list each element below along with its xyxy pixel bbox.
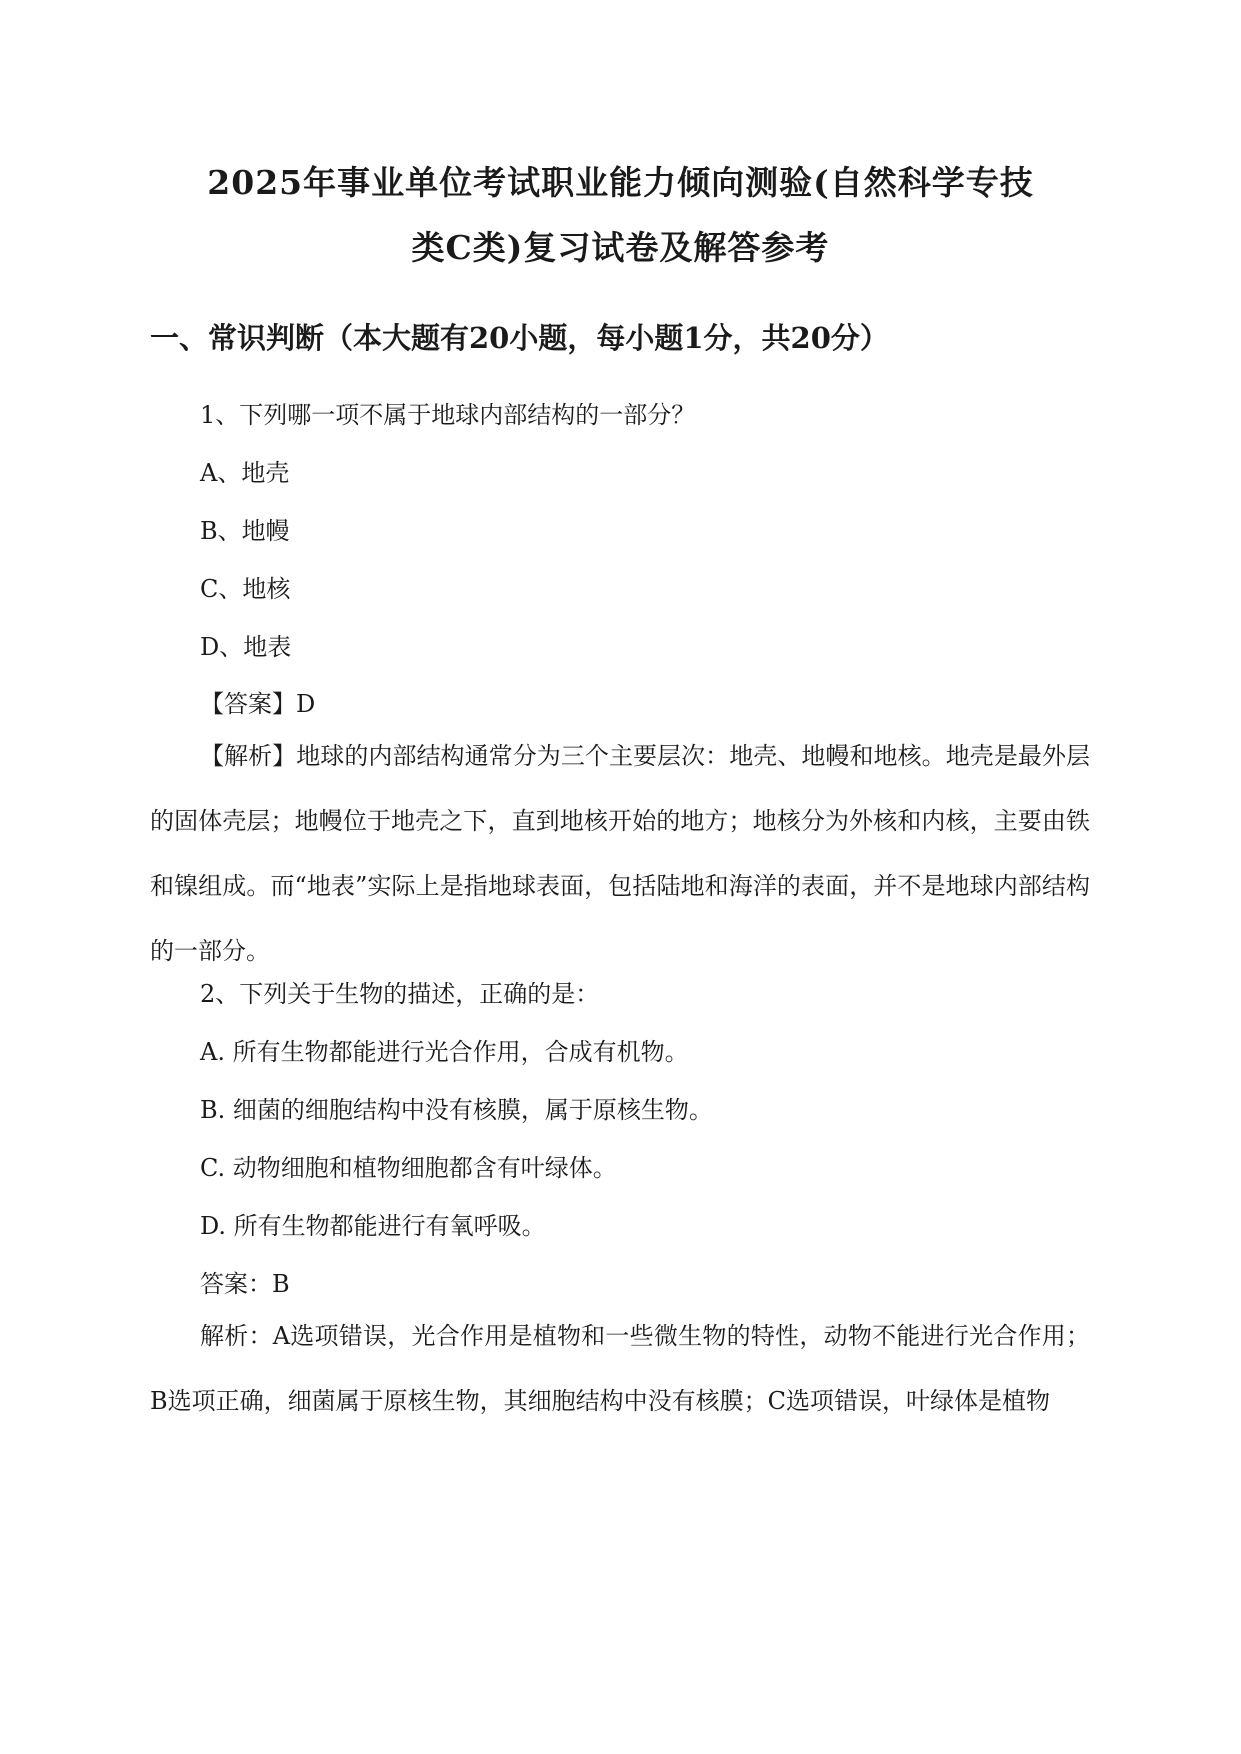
- question-2-option-b: B. 细菌的细胞结构中没有核膜，属于原核生物。: [200, 1096, 713, 1124]
- section-heading: 一、常识判断（本大题有20小题，每小题1分，共20分）: [150, 321, 889, 355]
- question-2-explanation: 解析：A选项错误，光合作用是植物和一些微生物的特性，动物不能进行光合作用；B选项正确，细菌属于原核生物，其细胞结构中没有核膜；C选项错误，叶绿体是植物: [150, 1322, 1090, 1415]
- question-2-option-a: A. 所有生物都能进行光合作用，合成有机物。: [200, 1038, 689, 1066]
- question-1-option-d: D、地表: [200, 633, 292, 661]
- question-2-option-d: D. 所有生物都能进行有氧呼吸。: [200, 1212, 546, 1240]
- question-1-option-c: C、地核: [200, 575, 291, 603]
- question-1-answer: 【答案】D: [200, 690, 316, 718]
- question-2-answer: 答案：B: [200, 1270, 290, 1298]
- question-2-stem: 2、下列关于生物的描述，正确的是：: [200, 980, 600, 1008]
- document-title-line-2: 类C类)复习试卷及解答参考: [411, 228, 830, 267]
- question-1-option-b: B、地幔: [200, 517, 290, 545]
- question-1-explanation: 【解析】地球的内部结构通常分为三个主要层次：地壳、地幔和地核。地壳是最外层的固体壳层；地幔位于地壳之下，直到地核开始的地方；地核分为外核和内核，主要由铁和镍组成。而“地表”实际上是指地球表面，包括陆地和海洋的表面，并不是地球内部结构的一部分。: [150, 742, 1090, 965]
- question-1-stem: 1、下列哪一项不属于地球内部结构的一部分？: [200, 401, 696, 429]
- document-title-line-1: 2025年事业单位考试职业能力倾向测验(自然科学专技: [207, 163, 1034, 202]
- question-1-option-a: A、地壳: [200, 459, 290, 487]
- question-2-option-c: C. 动物细胞和植物细胞都含有叶绿体。: [200, 1154, 617, 1182]
